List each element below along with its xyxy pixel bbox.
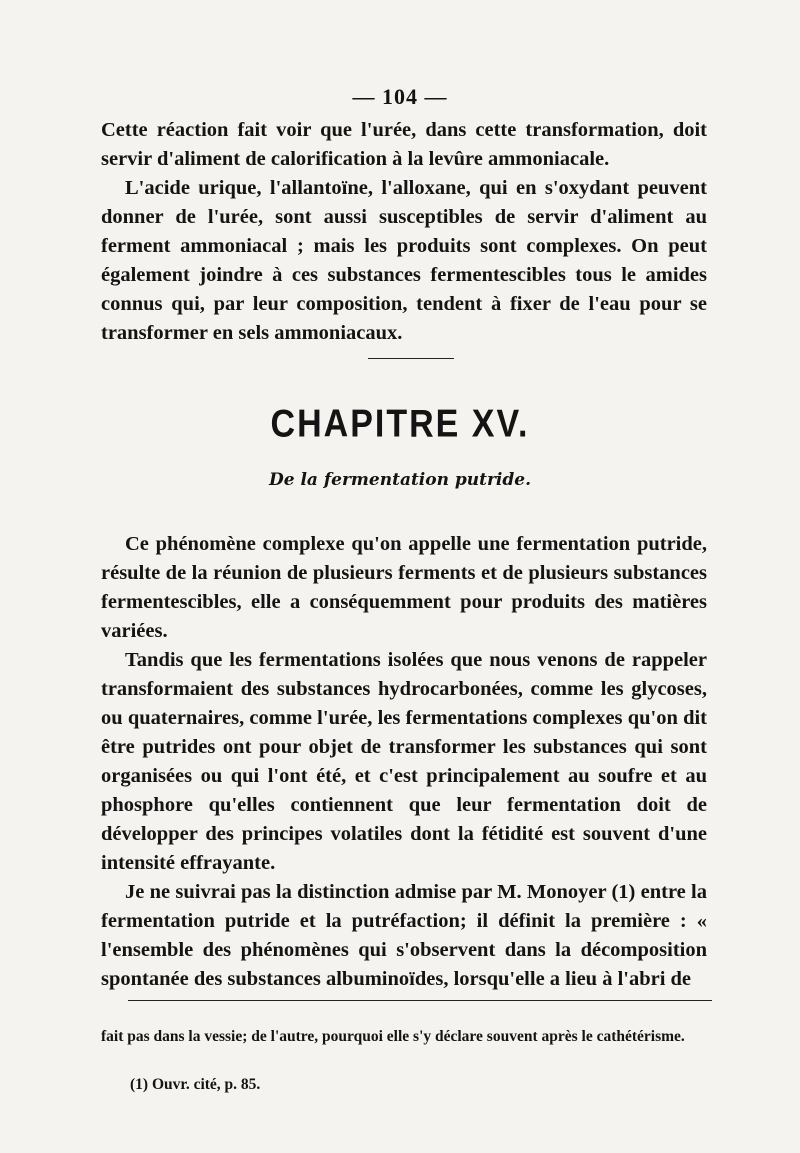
body-text-block — [101, 530, 707, 994]
section-divider — [368, 358, 454, 359]
paragraph-3: Ce phénomène complexe qu'on appelle une fermentation putride, résulte de la réunion de plusieurs ferments et de plusieurs substances fermentescibles, elle a conséquemment pour produits des matières variées. — [101, 533, 707, 642]
chapter-title: CHAPITRE XV. — [270, 402, 530, 446]
paragraph-1: Cette réaction fait voir que l'urée, dans cette transformation, doit servir d'aliment de calorification à la levûre ammoniacale. — [101, 119, 707, 170]
paragraph-5: Je ne suivrai pas la distinction admise par M. Monoyer (1) entre la fermentation putride et la putréfaction; il définit la première : « l'ensemble des phénomènes qui s'observent dans la décomposition spontanée des substances albuminoïdes, lorsqu'elle a lieu à l'abri de — [101, 881, 707, 990]
paragraph-2: L'acide urique, l'allantoïne, l'alloxane, qui en s'oxydant peuvent donner de l'urée, sont aussi susceptibles de servir d'aliment au ferment ammoniacal ; mais les produits sont complexes. On peut également joindre à ces substances fermentescibles tous le amides connus qui, par leur composition, tendent à fixer de l'eau pour se transformer en sels ammoniacaux. — [101, 177, 707, 344]
footnote-continuation: fait pas dans la vessie; de l'autre, pourquoi elle s'y déclare souvent après le cathétérisme. — [101, 1028, 685, 1045]
footnote-reference: (1) Ouvr. cité, p. 85. — [130, 1076, 261, 1093]
footnote-divider — [128, 1000, 712, 1001]
page-number: — 104 — — [352, 84, 448, 109]
top-text-block — [101, 116, 707, 348]
chapter-subtitle: De la fermentation putride. — [268, 470, 532, 490]
paragraph-4: Tandis que les fermentations isolées que nous venons de rappeler transformaient des substances hydrocarbonées, comme les glycoses, ou quaternaires, comme l'urée, les fermentations complexes qu'on dit être putrides ont pour objet de transformer les substances qui sont organisées ou qui l'ont été, et c'est principalement au soufre et au phosphore qu'elles contiennent que leur fermentation doit de développer des principes volatiles dont la fétidité est souvent d'une intensité effrayante. — [101, 649, 707, 874]
